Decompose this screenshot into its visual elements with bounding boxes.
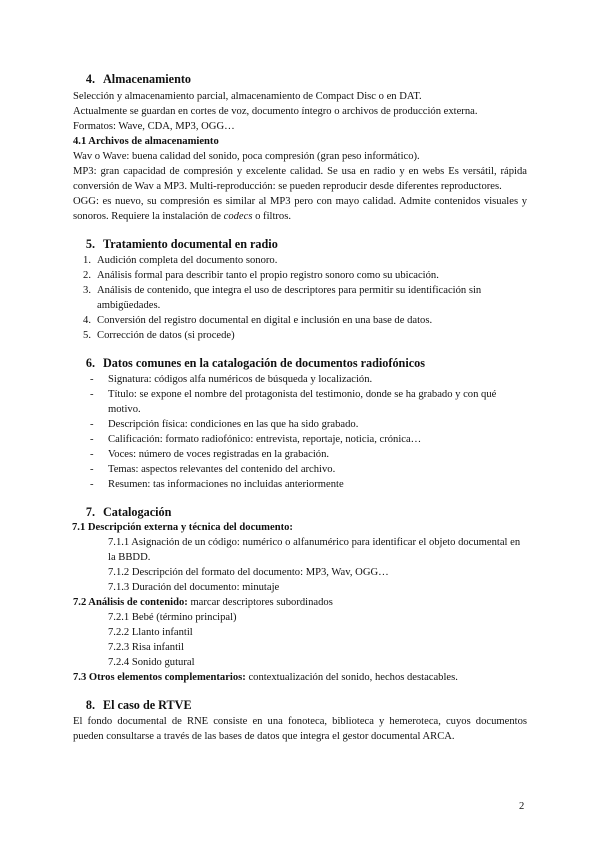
list-item: [73, 268, 527, 283]
paragraph-text: o filtros.: [252, 211, 292, 222]
subsection-item: 7.1.3 Duración del documento: minutaje: [108, 582, 280, 593]
subsection-item: 7.1.2 Descripción del formato del documento: MP3, Wav, OGG…: [108, 567, 389, 578]
list-item-text: Temas: aspectos relevantes del contenido del archivo.: [108, 464, 336, 475]
list-item: - Descripción física: condiciones en las que ha sido grabado.: [90, 419, 359, 430]
paragraph: Formatos: Wave, CDA, MP3, OGG…: [73, 121, 235, 132]
section-heading: [73, 697, 527, 713]
numbered-list: [73, 253, 527, 343]
section-title: Datos comunes en la catalogación de documentos radiofónicos: [103, 356, 425, 370]
list-marker: 5.: [83, 330, 91, 341]
section-heading: [73, 504, 527, 520]
paragraph-text: OGG: es nuevo, su compresión es similar al MP3 pero con mayo calidad. Admite contenidos visuales y sonoros. Requiere la instalación de: [73, 196, 527, 222]
list-item: - Resumen: tas informaciones no incluidas anteriormente: [90, 479, 344, 490]
paragraph: Selección y almacenamiento parcial, almacenamiento de Compact Disc o en DAT.: [73, 91, 422, 102]
list-item-text: Título: se expone el nombre del protagonista del testimonio, donde se ha grabado y con qué motivo.: [108, 389, 497, 415]
list-marker: 4.: [83, 315, 91, 326]
subsection-item: 7.2.4 Sonido gutural: [108, 657, 195, 668]
section-heading: [73, 71, 527, 87]
list-item-text: Análisis de contenido, que integra el uso de descriptores para permitir su identificación sin ambigüedades.: [97, 285, 482, 311]
subsection-item: 7.1.1 Asignación de un código: numérico o alfanumérico para identificar el objeto documental en la BBDD.: [108, 537, 521, 563]
list-marker: 1.: [83, 255, 91, 266]
list-item: [73, 313, 527, 328]
list-item-text: Signatura: códigos alfa numéricos de búsqueda y localización.: [108, 374, 373, 385]
list-item: [73, 253, 527, 268]
section-title: Catalogación: [103, 505, 172, 519]
section-title: Tratamiento documental en radio: [103, 237, 278, 251]
page-content: [73, 71, 527, 744]
list-item: - Signatura: códigos alfa numéricos de búsqueda y localización.: [90, 374, 373, 385]
list-item-text: Análisis formal para describir tanto el propio registro sonoro como su ubicación.: [97, 270, 439, 281]
subsection-items: [73, 610, 527, 670]
list-item: - Título: se expone el nombre del protagonista del testimonio, donde se ha grabado y con qué motivo.: [90, 389, 497, 415]
page-number: 2: [519, 801, 525, 812]
subsection-heading: 7.2 Análisis de contenido:: [73, 597, 188, 608]
section-heading: [73, 355, 527, 371]
paragraph: Wav o Wave: buena calidad del sonido, poca compresión (gran peso informático).: [73, 151, 420, 162]
section-title: Almacenamiento: [103, 72, 192, 86]
bullet-list: [73, 372, 527, 492]
subsection-heading: 4.1 Archivos de almacenamiento: [73, 136, 219, 147]
list-item: - Temas: aspectos relevantes del contenido del archivo.: [90, 464, 336, 475]
subsection-text: contextualización del sonido, hechos destacables.: [245, 672, 458, 683]
list-item: [73, 283, 527, 313]
list-item-text: Calificación: formato radiofónico: entrevista, reportaje, noticia, crónica…: [108, 434, 422, 445]
list-marker: 2.: [83, 270, 91, 281]
section-heading: [73, 236, 527, 252]
subsection-heading: 7.1 Descripción externa y técnica del documento:: [72, 522, 293, 533]
section-number: 8.: [85, 698, 95, 712]
paragraph: El fondo documental de RNE consiste en una fonoteca, biblioteca y hemeroteca, cuyos documentos pueden consultarse a través de las bases de datos que integra el gestor documental ARCA.: [73, 716, 527, 742]
list-item: - Calificación: formato radiofónico: entrevista, reportaje, noticia, crónica…: [90, 434, 422, 445]
section-number: 7.: [85, 505, 95, 519]
section-number: 4.: [85, 72, 95, 86]
list-item-text: Conversión del registro documental en digital e inclusión en una base de datos.: [97, 315, 433, 326]
section-number: 6.: [85, 356, 95, 370]
section-number: 5.: [85, 237, 95, 251]
paragraph: Actualmente se guardan en cortes de voz, documento íntegro o archivos de producción externa.: [73, 106, 478, 117]
paragraph: [73, 194, 527, 224]
list-item: - Voces: número de voces registradas en la grabación.: [90, 449, 330, 460]
subsection-item: 7.2.2 Llanto infantil: [108, 627, 193, 638]
list-item-text: Descripción física: condiciones en las que ha sido grabado.: [108, 419, 359, 430]
subsection-item: 7.2.3 Risa infantil: [108, 642, 184, 653]
subsection-item: 7.2.1 Bebé (término principal): [108, 612, 237, 623]
emphasis-text: codecs: [223, 211, 253, 222]
subsection-text: marcar descriptores subordinados: [187, 597, 333, 608]
subsection-line: [73, 670, 527, 685]
subsection-items: [73, 535, 527, 595]
list-marker: 3.: [83, 285, 91, 296]
list-item-text: Voces: número de voces registradas en la grabación.: [108, 449, 330, 460]
list-item-text: Resumen: tas informaciones no incluidas anteriormente: [108, 479, 344, 490]
list-item-text: Audición completa del documento sonoro.: [97, 255, 278, 266]
subsection-heading: 7.3 Otros elementos complementarios:: [73, 672, 246, 683]
list-item: [73, 328, 527, 343]
subsection-line: [73, 595, 527, 610]
list-item-text: Corrección de datos (si procede): [97, 330, 235, 341]
paragraph: MP3: gran capacidad de compresión y excelente calidad. Se usa en radio y en webs Es versátil, rápida conversión de Wav a MP3. Multi-reproducción: se pueden reproducir desde diferentes reproductores.: [73, 166, 527, 192]
section-title: El caso de RTVE: [103, 698, 192, 712]
